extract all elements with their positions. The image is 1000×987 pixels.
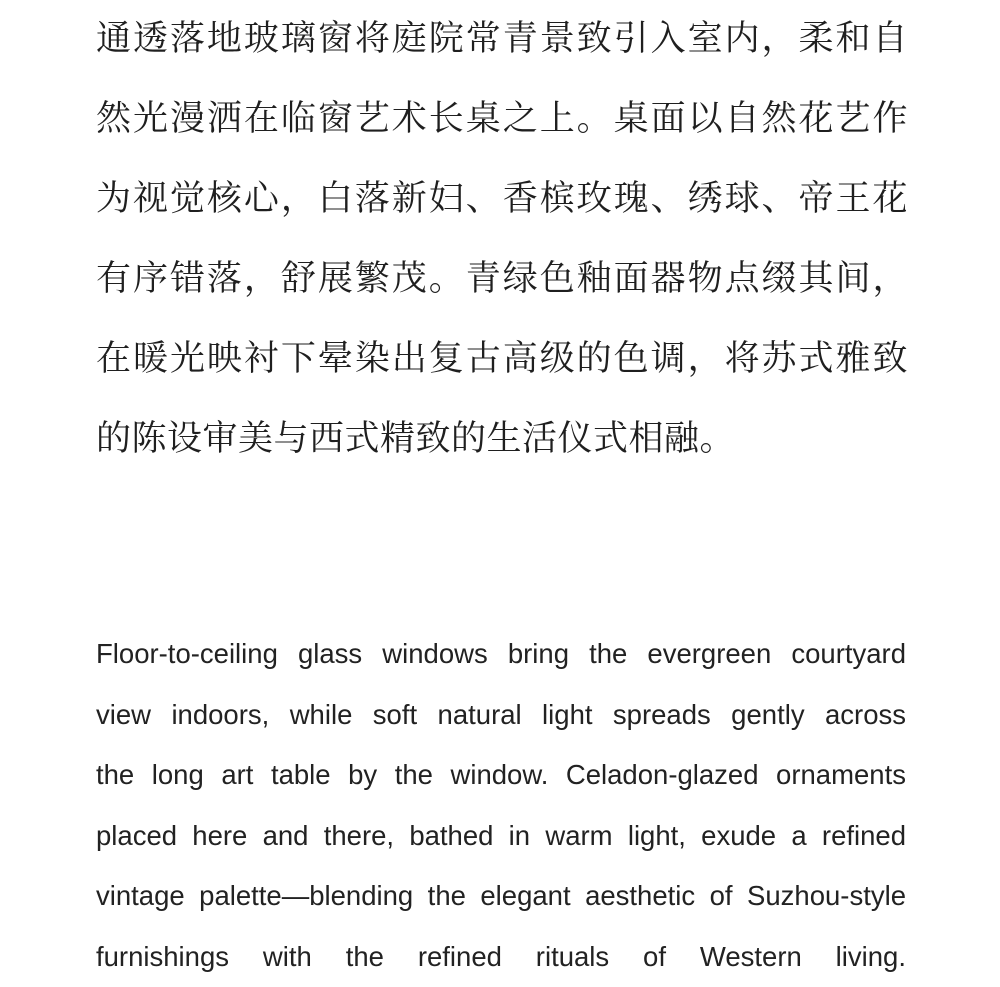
- chinese-line-5: 在暖光映衬下晕染出复古高级的色调，将苏式雅致: [96, 339, 908, 379]
- chinese-line-4: 有序错落，舒展繁茂。青绿色釉面器物点缀其间，: [96, 259, 908, 299]
- english-line-4: placed here and there, bathed in warm light, exude a refined: [96, 819, 906, 851]
- english-paragraph: [96, 624, 906, 987]
- english-line-6: furnishings with the refined rituals of Western living.: [96, 940, 906, 972]
- chinese-line-6: 的陈设审美与西式精致的生活仪式相融。: [96, 419, 736, 459]
- english-line-5: vintage palette—blending the elegant aesthetic of Suzhou-style: [96, 880, 906, 911]
- english-line-2: view indoors, while soft natural light spreads gently across: [96, 698, 906, 730]
- chinese-line-1: 通透落地玻璃窗将庭院常青景致引入室内，柔和自: [96, 19, 908, 59]
- english-line-3: the long art table by the window. Celadon-glazed ornaments: [96, 759, 906, 790]
- chinese-paragraph: [96, 0, 908, 479]
- chinese-line-3: 为视觉核心，白落新妇、香槟玫瑰、绣球、帝王花: [96, 179, 908, 219]
- chinese-line-2: 然光漫洒在临窗艺术长桌之上。桌面以自然花艺作: [96, 99, 908, 139]
- english-line-1: Floor-to-ceiling glass windows bring the evergreen courtyard: [96, 638, 906, 669]
